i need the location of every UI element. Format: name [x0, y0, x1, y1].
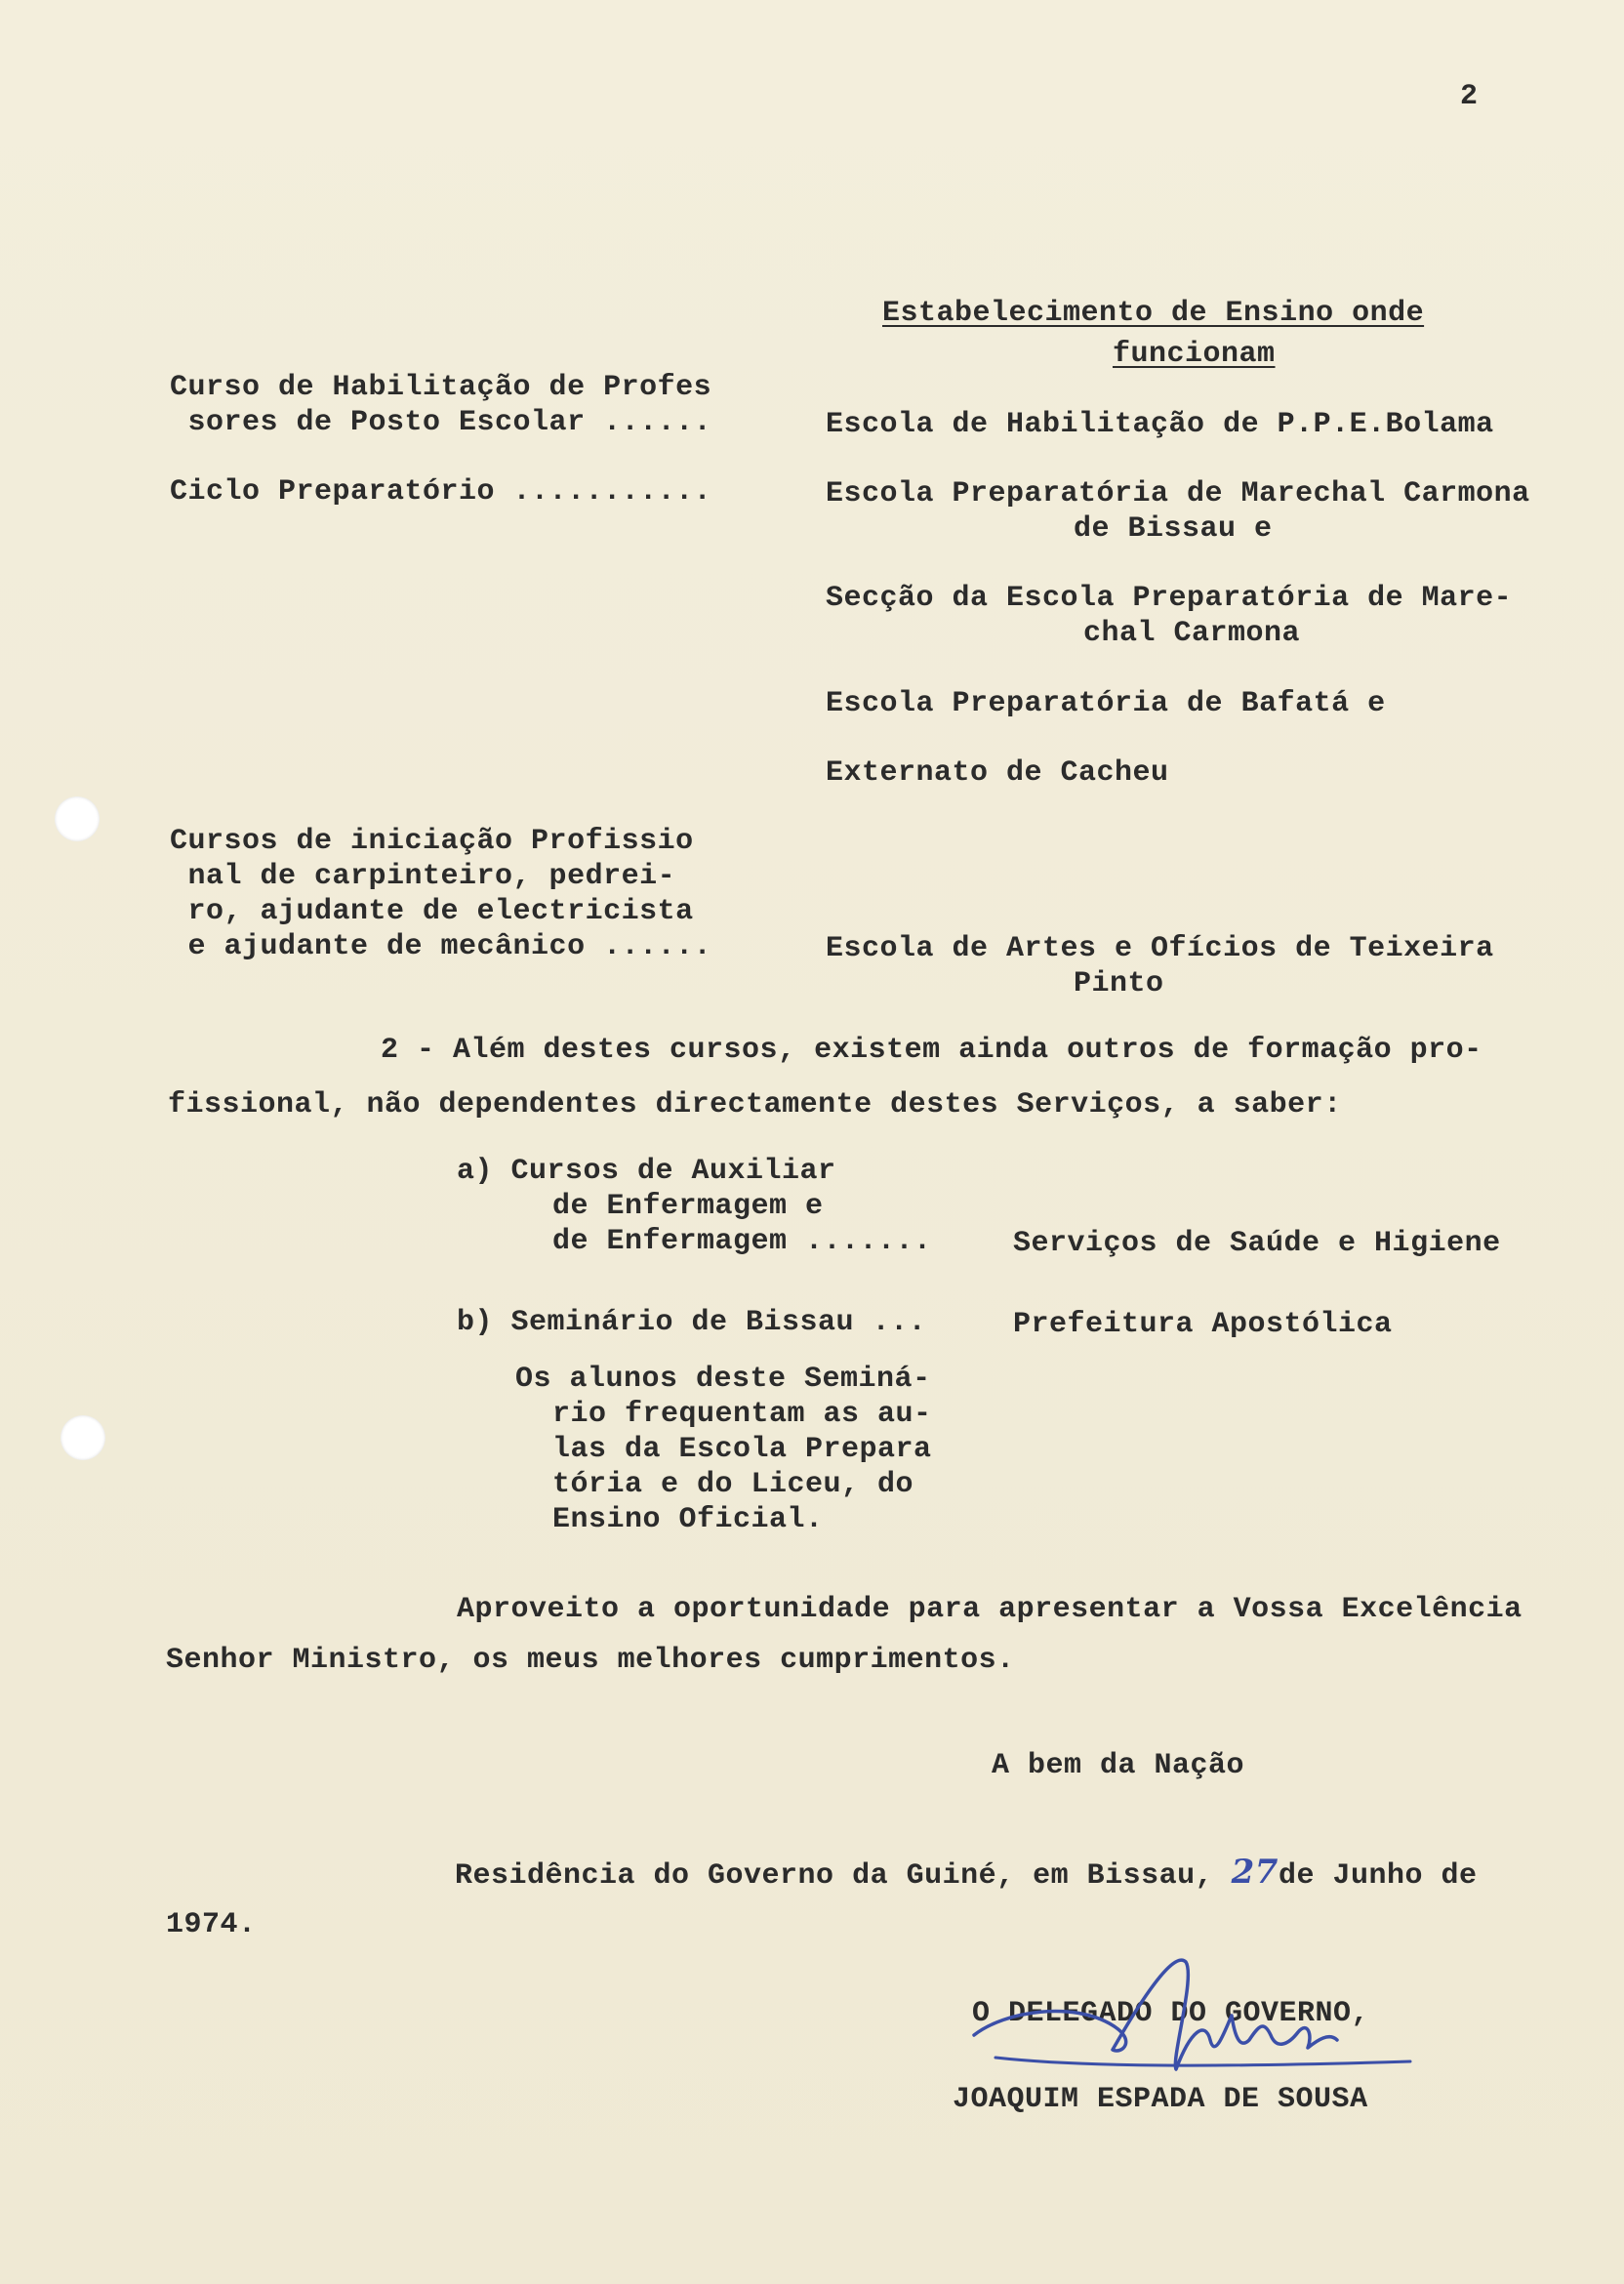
salutation: A bem da Nação — [992, 1749, 1245, 1782]
item-b-note-line1: Os alunos deste Seminá- — [515, 1363, 931, 1396]
course-habilitacao-line2: sores de Posto Escolar ...... — [170, 406, 712, 439]
item-b-note-line3: las da Escola Prepara — [552, 1433, 932, 1466]
paragraph2-line2: fissional, não dependentes directamente destes Serviços, a saber: — [168, 1088, 1342, 1122]
column-header-line2: funcionam — [1113, 338, 1276, 371]
place-date-month: de Junho de — [1278, 1859, 1478, 1893]
course-ciclo: Ciclo Preparatório ........... — [170, 475, 712, 509]
item-a-provider: Serviços de Saúde e Higiene — [1013, 1227, 1501, 1260]
course-iniciacao-line4: e ajudante de mecânico ...... — [170, 930, 712, 963]
item-b-note-line4: tória e do Liceu, do — [552, 1468, 914, 1501]
item-b-provider: Prefeitura Apostólica — [1013, 1308, 1393, 1341]
school-cacheu: Externato de Cacheu — [826, 756, 1169, 790]
handwritten-signature — [966, 1942, 1435, 2099]
signature-title: O DELEGADO DO GOVERNO, — [972, 1997, 1370, 2030]
handwritten-day: 27 — [1231, 1853, 1279, 1892]
closing-line2: Senhor Ministro, os meus melhores cumprimentos. — [166, 1644, 1015, 1677]
item-b-note-line5: Ensino Oficial. — [552, 1503, 824, 1536]
course-iniciacao-line3: ro, ajudante de electricista — [170, 895, 694, 928]
signature-name: JOAQUIM ESPADA DE SOUSA — [953, 2083, 1368, 2116]
school-habilitacao: Escola de Habilitação de P.P.E.Bolama — [826, 408, 1494, 441]
paragraph2-line1: 2 - Além destes cursos, existem ainda outros de formação pro- — [381, 1034, 1482, 1067]
course-iniciacao-line1: Cursos de iniciação Profissio — [170, 825, 694, 858]
school-artes-oficios-line1: Escola de Artes e Ofícios de Teixeira — [826, 932, 1494, 965]
school-marechal-line2: de Bissau e — [1074, 512, 1273, 546]
school-artes-oficios-line2: Pinto — [1074, 967, 1164, 1000]
school-seccao-line2: chal Carmona — [1083, 617, 1301, 650]
school-bafata: Escola Preparatória de Bafatá e — [826, 687, 1386, 720]
page-number: 2 — [1460, 80, 1479, 113]
item-a-line2: de Enfermagem e — [552, 1190, 824, 1223]
course-iniciacao-line2: nal de carpinteiro, pedrei- — [170, 860, 676, 893]
item-b-course: b) Seminário de Bissau ... — [457, 1306, 927, 1339]
item-a-line3: de Enfermagem ....... — [552, 1225, 932, 1258]
school-seccao-line1: Secção da Escola Preparatória de Mare- — [826, 582, 1513, 615]
place-date-text: Residência do Governo da Guiné, em Bissau, — [455, 1859, 1232, 1893]
school-marechal-line1: Escola Preparatória de Marechal Carmona — [826, 477, 1530, 510]
course-habilitacao-line1: Curso de Habilitação de Profes — [170, 371, 712, 404]
place-date-year: 1974. — [166, 1908, 257, 1941]
closing-line1: Aproveito a oportunidade para apresentar a Vossa Excelência — [457, 1593, 1522, 1626]
place-date-line — [455, 1853, 1478, 1893]
punch-hole-bottom — [61, 1415, 105, 1460]
item-a-line1: a) Cursos de Auxiliar — [457, 1155, 836, 1188]
column-header-line1: Estabelecimento de Ensino onde — [882, 297, 1425, 330]
punch-hole-top — [55, 796, 100, 841]
item-b-note-line2: rio frequentam as au- — [552, 1398, 932, 1431]
